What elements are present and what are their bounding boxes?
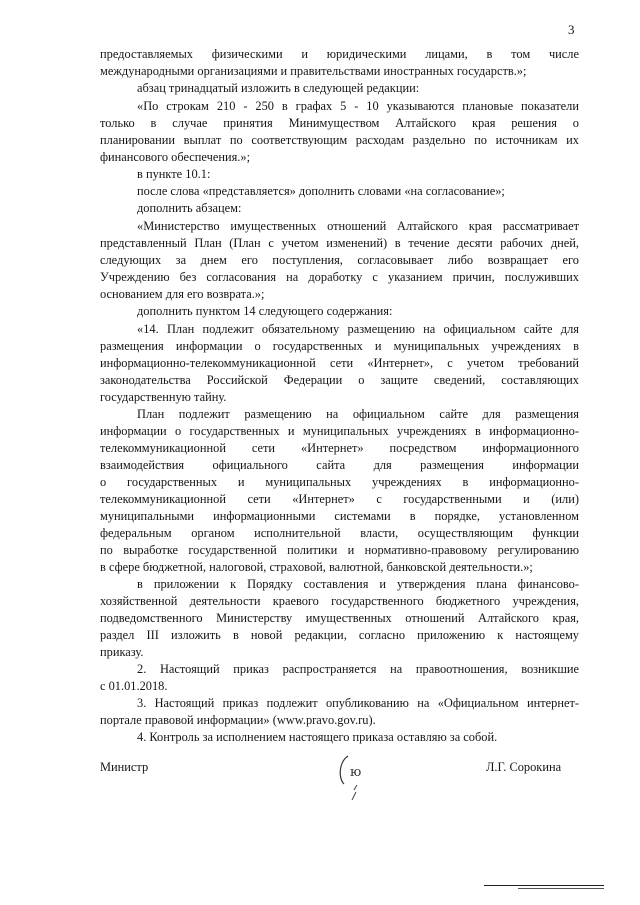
text-line: муниципальными информационными системами в порядке, установленном: [100, 509, 579, 523]
text-line: в приложении к Порядку составления и утверждения плана финансово-: [137, 577, 579, 591]
footer-rule-secondary: [518, 888, 604, 889]
text-line: 4. Контроль за исполнением настоящего приказа оставляю за собой.: [137, 730, 498, 744]
text-line: хозяйственной деятельности краевого государственного бюджетного учреждения,: [100, 594, 579, 608]
text-line: приказу.: [100, 645, 144, 659]
text-line: раздел III изложить в новой редакции, согласно приложению к настоящему: [100, 628, 579, 642]
text-line: только в случае принятия Минимуществом Алтайского края решения о: [100, 116, 579, 130]
text-line: законодательства Российской Федерации о защите сведений, составляющих: [100, 373, 579, 387]
text-line: информационно-телекоммуникационной сети «Интернет», с учетом требований: [100, 356, 579, 370]
handwritten-signature: [330, 752, 376, 832]
text-line: в пункте 10.1:: [137, 167, 211, 181]
text-line: размещения информации о государственных и муниципальных учреждениях в: [100, 339, 579, 353]
text-line: после слова «представляется» дополнить словами «на согласование»;: [137, 184, 505, 198]
text-line: 2. Настоящий приказ распространяется на правоотношения, возникшие: [137, 662, 579, 676]
text-line: взаимодействия официального сайта для размещения информации: [100, 458, 579, 472]
text-line: портале правовой информации» (www.pravo.gov.ru).: [100, 713, 376, 727]
text-line: телекоммуникационной сети «Интернет» с государственными и (или): [100, 492, 579, 506]
text-line: с 01.01.2018.: [100, 679, 168, 693]
text-line: Учреждению без согласования на доработку с указанием причин, послуживших: [100, 270, 579, 284]
text-line: международными организациями и правительствами иностранных государств.»;: [100, 64, 527, 78]
text-line: План подлежит размещению на официальном сайте для размещения: [137, 407, 579, 421]
text-line: федеральным органом исполнительной власти, осуществляющим функции: [100, 526, 579, 540]
text-line: финансового обеспечения.»;: [100, 150, 251, 164]
text-line: подведомственного Министерству имущественных отношений Алтайского края,: [100, 611, 579, 625]
text-line: абзац тринадцатый изложить в следующей редакции:: [137, 81, 420, 95]
text-line: дополнить абзацем:: [137, 201, 242, 215]
text-line: представленный План (План с учетом изменений) в течение десяти рабочих дней,: [100, 236, 579, 250]
text-line: «По строкам 210 - 250 в графах 5 - 10 указываются плановые показатели: [137, 99, 579, 113]
text-line: государственную тайну.: [100, 390, 227, 404]
text-line: следующих за днем его поступления, согласовывает либо возвращает его: [100, 253, 579, 267]
text-line: в сфере бюджетной, налоговой, страховой, валютной, банковской деятельности.»;: [100, 560, 533, 574]
text-line: о государственных и муниципальных учреждениях в информационно-: [100, 475, 579, 489]
signature-title: Министр: [100, 760, 149, 774]
page-number: 3: [568, 22, 575, 37]
text-line: телекоммуникационной сети «Интернет» посредством информационного: [100, 441, 579, 455]
text-line: основанием для его возврата.»;: [100, 287, 265, 301]
text-line: информации о государственных и муниципальных учреждениях в информационно-: [100, 424, 579, 438]
text-line: 3. Настоящий приказ подлежит опубликованию на «Официальном интернет-: [137, 696, 579, 710]
footer-rule: [484, 885, 604, 886]
signature-mark: ю: [350, 765, 362, 780]
text-line: по выработке государственной политики и нормативно-правовому регулированию: [100, 543, 579, 557]
text-line: дополнить пунктом 14 следующего содержания:: [137, 304, 393, 318]
text-line: планировании выплат по соответствующим расходам раздельно по источникам их: [100, 133, 579, 147]
signature-name: Л.Г. Сорокина: [486, 760, 562, 774]
text-line: «Министерство имущественных отношений Алтайского края рассматривает: [137, 219, 579, 233]
text-line: «14. План подлежит обязательному размещению на официальном сайте для: [137, 322, 579, 336]
text-line: предоставляемых физическими и юридическими лицами, в том числе: [100, 47, 579, 61]
